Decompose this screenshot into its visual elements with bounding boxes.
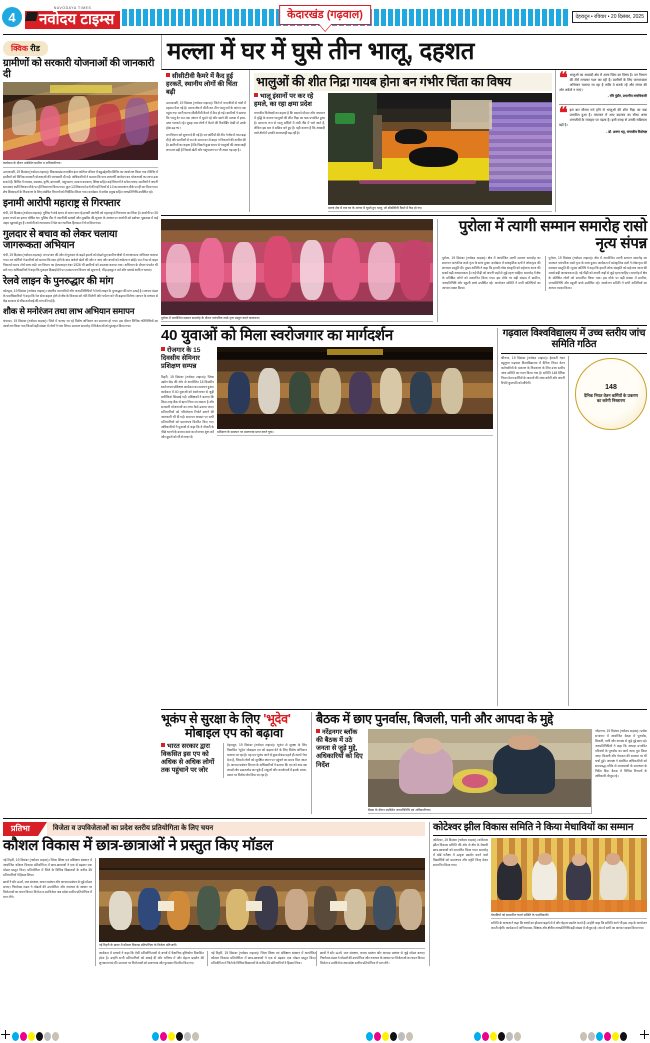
purola-headline: पुरोला में त्यागी सम्मान समारोह रासो नृत्य संपन्न <box>458 218 647 252</box>
lead-kicker: सीसीटीवी कैमरे में कैद हुई हरकतें, स्थानीय लोगों की चिंता बढ़ी <box>166 73 246 98</box>
lead-subhead: भालुओं की शीत निद्रा गायब होना बन गंभीर चिंता का विषय <box>254 73 552 91</box>
left-body-3: चंपी, 19 दिसंबर (नवोदय टाइम्स)। वन प्रभाग की ओर से गुलदार के बढ़ते हमलों को देखते हुए ग्रामीण क्षेत्रों में जागरूकता अभियान चलाया गया। वन कर्मियों ने ग्रामीणों को बताया कि शाम होने के बाद अकेले खेतों की ओर न जाएं और बच्चों को अकेला न छोड़ें। रात में घर से बाहर निकलते समय टॉर्च साथ रखें। वन विभाग का हेल्पलाइन नंबर 1926 भी ग्रामीणों को उपलब्ध कराया गया। अभियान के दौरान पंपलेट भी बांटे गए। अधिकारियों ने कहा कि गुलदार दिखाई देने पर तत्काल वन विभाग को सूचना दें, भीड़ इकट्ठा न करें और पटाखे आदि न चलाएं। <box>3 253 158 273</box>
garhwal-headline: गढ़वाल विश्वविद्यालय में उच्च स्तरीय जांच समिति गठित <box>501 328 647 353</box>
lead-photo-caption: मल्ला क्षेत्र में एक घर के आंगन में घूमते हुए भालू, जो सीसीटीवी कैमरे में कैद हो गए। <box>328 205 552 212</box>
page-number: 4 <box>2 7 22 27</box>
story-baithak <box>311 712 647 814</box>
swarozgar-photo-caption: प्रशिक्षण के समापन पर प्रमाणपत्र प्राप्त करते युवा। <box>217 429 493 436</box>
edition-badge-label: केदारखंड (गढ़वाल) <box>279 5 371 25</box>
bottom-right-body-2: समिति के अध्यक्ष ने कहा कि बच्चों का हौसला बढ़ाने से वे और बेहतर प्रदर्शन करते हैं। उन्होंने कहा कि समिति आगे भी इस तरह के आयोजन करती रहेगी। कार्यक्रम में अभिभावक, शिक्षक और क्षेत्रीय जनप्रतिनिधि बड़ी संख्या में मौजूद रहे। अंत में सभी का आभार व्यक्त किया गया। <box>491 921 647 931</box>
callout-text: दैनिक नियत वेतन कर्मियों के प्रकरण का करेगी निस्तारण <box>584 392 638 404</box>
ribbon-arrow-icon <box>38 822 47 836</box>
left-head-2: इनामी आरोपी महाराष्ट्र से गिरफ्तार <box>3 197 121 209</box>
baithak-kicker: नरेंद्रनगर ब्लॉक की बैठक में उठे जनता से जुड़े मुद्दे, अधिकारियों को दिए निर्देश <box>316 729 365 770</box>
bhudev-body: देहरादून, 19 दिसंबर (नवोदय टाइम्स)। भूकंप से सुरक्षा के लिए विकसित 'भूदेव' मोबाइल एप को बढ़ावा देने के लिए विशेष अभियान चलाया जा रहा है। यह एप भूकंप आने से कुछ सेकंड पहले ही अलर्ट भेज देता है, जिससे लोगों को सुरक्षित स्थान पर पहुंचने का समय मिल जाता है। आपदा प्रबंधन विभाग के अधिकारियों ने बताया कि एप को अब तक लाखों लोग डाउनलोड कर चुके हैं। स्कूलों और कार्यालयों में इसके प्रचार-प्रसार पर विशेष जोर दिया जा रहा है। <box>227 742 307 777</box>
quote-mark-icon: ❝ <box>559 105 568 123</box>
left-head-4: रेलवे लाइन के पुनरुद्धार की मांग <box>3 276 114 288</box>
bhudev-kicker: भारत सरकार द्वारा विकसित इस एप को अधिक से अधिक लोगों तक पहुंचाने पर जोर <box>161 743 220 776</box>
quick-read-label-red: क्विक <box>11 44 29 53</box>
bottom-photo-group <box>99 858 425 942</box>
logo-name <box>25 11 120 30</box>
baithak-body: नरेंद्रनगर, 19 दिसंबर (नवोदय टाइम्स)। ब्लॉक सभागार में आयोजित बैठक में पुनर्वास, बिजली, पानी और आपदा से जुड़े मुद्दे छाए रहे। जनप्रतिनिधियों ने कहा कि आपदा प्रभावित परिवारों के पुनर्वास का कार्य जल्द पूरा किया जाए। बिजली और पेयजल की समस्या पर भी चर्चा हुई। अध्यक्ष ने संबंधित अधिकारियों को समयबद्ध तरीके से समस्याओं के समाधान के निर्देश दिए। बैठक में विभिन्न विभागों के अधिकारी मौजूद रहे। <box>595 728 647 778</box>
lead-body-3: वन्यजीव विशेषज्ञों का कहना है कि बदलते मौसम और तापमान में वृद्धि के कारण भालुओं की शीत निद्रा का चक्र प्रभावित हुआ है। सामान्य रूप से भालू सर्दियों में लंबी नींद में चले जाते हैं, लेकिन इस बार वे सक्रिय बने हुए हैं। यही कारण है कि आबादी वाले क्षेत्रों में उनकी आवाजाही बढ़ रही है। <box>254 111 325 136</box>
quote-column <box>555 70 647 212</box>
bottom-right-body-1: कोटेश्वर, 19 दिसंबर (नवोदय टाइम्स)। कोटेश्वर झील विकास समिति की ओर से क्षेत्र के मेधावी छात्र-छात्राओं को सम्मानित किया गया। समारोह में बोर्ड परीक्षा में उत्कृष्ट प्रदर्शन करने वाले विद्यार्थियों को प्रमाणपत्र और स्मृति चिन्ह देकर सम्मानित किया गया। <box>433 837 488 867</box>
baithak-photo-caption: बैठक के दौरान उपस्थित जनप्रतिनिधि एवं अधिकारीगण। <box>368 807 591 814</box>
bottom-body-2: छात्रों ने सौर ऊर्जा, जल संरक्षण, कचरा प्रबंधन और आपदा प्रबंधन से जुड़े मॉडल बनाए। निर्णायक मंडल ने मॉडलों की उपयोगिता और नवाचार के आधार पर विजेताओं का चयन किया। विजेता व उपविजेता अब प्रदेश स्तरीय प्रतियोगिता में भाग लेंगे। <box>3 879 92 899</box>
logo-tagline: NAVODAYA TIMES <box>53 5 92 10</box>
logo-name-text: नवोदय टाइम्स <box>39 10 115 28</box>
bottom-right-photo-felicitation <box>491 838 647 912</box>
registration-cross-icon <box>640 1030 649 1039</box>
quote-block <box>559 105 647 134</box>
main-zone <box>161 35 647 814</box>
purola-photo-dance <box>161 219 433 315</box>
bhudev-headline <box>161 712 307 726</box>
quote-text: भालुओं का आबादी क्षेत्र में आना चिंता का विषय है। वन विभाग की टीमें लगातार गश्त कर रही हैं। ग्रामीणों के लिए जागरूकता अभियान चलाया जा रहा है ताकि वे सतर्क रहें और जंगल की ओर अकेले न जाएं। <box>559 72 647 93</box>
ribbon-strap-text: विजेता व उपविजेताओं का प्रदेश स्तरीय प्रतियोगिता के लिए चयन <box>47 822 425 836</box>
edition-badge-pointer <box>319 24 331 31</box>
story-row-swarozgar <box>161 326 647 705</box>
quote-block <box>559 69 647 99</box>
left-head-5: शौक से मनोरंजन तथा लाभ अभियान समापन <box>3 306 135 317</box>
left-lead-headline: ग्रामीणों को सरकारी योजनाओं की जानकारी दी <box>3 58 155 81</box>
swarozgar-kicker: रोजगार के 15 दिवसीय सेमिनार प्रशिक्षण सम्पन्न <box>161 347 214 372</box>
bottom-right-photo-caption: मेधावियों को सम्मानित करते समिति के पदाधिकारी। <box>491 912 647 919</box>
bottom-right-story <box>429 822 647 966</box>
callout-number: 148 <box>605 384 617 392</box>
purola-text-block <box>437 219 647 322</box>
lead-photo-wrap <box>328 93 552 212</box>
print-registration-bar <box>0 1027 650 1043</box>
edition-badge <box>279 5 371 32</box>
left-column <box>3 35 161 814</box>
lead-body-1: उत्तरकाशी, 19 दिसंबर (नवोदय टाइम्स)। जिले में वन्यजीवों से गांवों में दहशत फैल गई है। मल्ला क्षेत्र में बीती रात तीन भालू घरों के आंगन तक पहुंच गए। सारी घटना सीसीटीवी कैमरे में कैद हो गई। ग्रामीणों ने बताया कि भालू देर रात तक आंगन में घूमते रहे और खाने की तलाश में इधर-उधर भटकते रहे। सुबह जब लोगों ने कैमरे की रिकॉर्डिंग देखी तो उनके होश उड़ गए। <box>166 100 246 130</box>
story-swarozgar <box>161 328 497 705</box>
lead-col-a <box>161 70 249 212</box>
quote-attribution: - रवि पुंडीर, प्रभागीय वनाधिकारी <box>607 94 647 99</box>
lead-subhead-kicker: भालू इंसानों पर कर रहे हमले, का रहा क्षमा प्रदेश <box>254 93 325 109</box>
purola-body: पुरोला, 19 दिसंबर (नवोदय टाइम्स)। क्षेत्र में आयोजित त्यागी सम्मान समारोह का समापन पारंपरिक रासो नृत्य के साथ हुआ। कार्यक्रम में सांस्कृतिक दलों ने लोकनृत्य की शानदार प्रस्तुति दी। मुख्य अतिथि ने कहा कि हमारी लोक संस्कृति को सहेजना आज की सबसे बड़ी आवश्यकता है। नई पीढ़ी को अपनी जड़ों से जुड़े रहना चाहिए। समारोह में क्षेत्र के प्रतिष्ठित लोगों को सम्मानित किया गया। इस मौके पर बड़ी संख्या में ग्रामीण, जनप्रतिनिधि और स्कूली बच्चे उपस्थित रहे। आयोजन समिति ने सभी अतिथियों का आभार व्यक्त किया। <box>442 255 541 290</box>
registration-cross-icon <box>1 1030 10 1039</box>
cmyk-swatches <box>152 1032 199 1041</box>
page-body <box>0 35 650 966</box>
swarozgar-photo-group <box>217 347 493 429</box>
ribbon-tag-label: प्रतिभा <box>3 822 38 836</box>
bottom-zone <box>3 819 647 966</box>
left-photo-caption: कार्यक्रम के दौरान उपस्थित ग्रामीण व अधिकारीगण। <box>3 160 158 167</box>
bhudev-headline-part1: भूकंप से सुरक्षा के लिए <box>161 711 261 726</box>
pratibha-ribbon <box>3 822 425 836</box>
left-body-5: चंपावत, 19 दिसंबर (नवोदय टाइम्स)। जिले में चलाए जा रहे विशेष अभियान का समापन हो गया। इस दौरान विभिन्न गतिविधियों का आयोजन किया गया जिसमें बड़ी संख्या में लोगों ने भाग लिया। समापन समारोह में विजेताओं को पुरस्कृत किया गया। <box>3 318 158 328</box>
bottom-body-3-cont2: छात्रों ने सौर ऊर्जा, जल संरक्षण, कचरा प्रबंधन और आपदा प्रबंधन से जुड़े मॉडल बनाए। निर्णायक मंडल ने मॉडलों की उपयोगिता और नवाचार के आधार पर विजेताओं का चयन किया। विजेता व उपविजेता अब प्रदेश स्तरीय प्रतियोगिता में भाग लेंगे। <box>316 951 425 966</box>
lead-headline: मल्ला में घर में घुसे तीन भालू, दहशत <box>161 35 647 70</box>
lead-col-b <box>249 70 555 212</box>
garhwal-circle-callout <box>575 358 647 430</box>
left-body-1: उत्तरकाशी, 19 दिसंबर (नवोदय टाइम्स)। विकासखंड राजकीय इंटर कॉलेज परिसर में बहुउद्देश्यीय शिविर का आयोजन किया गया। शिविर में ग्रामीणों को विभिन्न सरकारी योजनाओं की जानकारी दी गई। अधिकारियों ने बताया कि पात्र लाभार्थी आवेदन कर योजनाओं का लाभ उठा सकते हैं। शिविर में राजस्व, स्वास्थ्य, कृषि, बागवानी, पशुपालन, समाज कल्याण, शिक्षा सहित कई विभागों ने स्टॉल लगाए। ग्रामीणों ने अपनी समस्याएं रखीं जिनका मौके पर ही निस्तारण किया गया। कुल 13 शिकायतें दर्ज की गईं जिनमें से 10 का समाधान मौके पर ही कर दिया गया। शेष शिकायतों के निस्तारण के लिए संबंधित विभागों को निर्देशित किया गया। कार्यक्रम में ब्लॉक प्रमुख सहित जनप्रतिनिधि उपस्थित रहे। <box>3 169 158 194</box>
purola-photo-caption: पुरोला में आयोजित सम्मान समारोह के दौरान पारंपरिक रासो नृत्य प्रस्तुत करते कलाकार। <box>161 315 433 322</box>
bhudev-headline-quoted: 'भूदेव' <box>263 711 291 726</box>
cmyk-swatches <box>474 1032 521 1041</box>
story-purola <box>161 216 647 322</box>
bottom-photo-caption: नई टिहरी के डायट में कौशल विकास प्रतियोगिता के विजेता प्रतिभागी। <box>99 942 425 949</box>
left-body-2: चंपी, 19 दिसंबर (नवोदय टाइम्स)। पुलिस ने लंबे समय से फरार चल रहे इनामी आरोपी को महाराष्ट्र से गिरफ्तार कर लिया है। आरोपी पर 25 हजार रुपये का इनाम घोषित था। पुलिस टीम ने तकनीकी साक्ष्यों और मुखबिर की सूचना के आधार पर आरोपी को दबोचा। पूछताछ में कई अहम खुलासे हुए हैं। आरोपी को न्यायालय में पेश कर न्यायिक हिरासत में भेज दिया गया। <box>3 210 158 225</box>
cmyk-swatches <box>580 1032 627 1041</box>
cmyk-swatches <box>366 1032 413 1041</box>
bottom-columns <box>3 858 425 966</box>
quick-read-tag[interactable] <box>3 41 48 56</box>
top-zone <box>3 35 647 814</box>
lead-body-2: वन विभाग को सूचना दे दी गई है। वन कर्मियों की टीम ने क्षेत्र में गश्त बढ़ा दी है और ग्रामीणों से रात के समय घर से बाहर न निकलने की अपील की है। ग्रामीणों का कहना है कि पिछले कुछ समय से भालुओं की आवाजाही लगातार बढ़ी है जिससे खेती और पशुपालन पर भी असर पड़ रहा है। <box>166 132 246 152</box>
quote-mark-icon: ❝ <box>559 69 568 87</box>
left-body-4: कोटद्वार, 19 दिसंबर (नवोदय टाइम्स)। स्थानीय व्यापारियों और जनप्रतिनिधियों ने रेलवे लाइन के पुनरुद्धार की मांग उठाई है। व्यापार मंडल के पदाधिकारियों ने कहा कि रेल सेवा बहाल होने से क्षेत्र के विकास को गति मिलेगी और पर्यटन को भी बढ़ावा मिलेगा। ज्ञापन के माध्यम से केंद्र सरकार से शीघ्र कार्रवाई की मांग की गई है। <box>3 289 158 304</box>
story-bhudev <box>161 712 311 814</box>
story-garhwal-univ <box>497 328 647 705</box>
bottom-right-headline: कोटेश्वर झील विकास समिति ने किया मेधावियों का सम्मान <box>433 822 647 836</box>
swarozgar-body: टिहरी, 19 दिसंबर (नवोदय टाइम्स)। जिला उद्योग केंद्र की ओर से आयोजित 15 दिवसीय स्वरोजगार प्रशिक्षण कार्यक्रम का समापन हुआ। कार्यक्रम में 40 युवाओं को स्वरोजगार से जुड़ी बारीकियां सिखाई गईं। प्रशिक्षकों ने बताया कि किस तरह बैंक से ऋण लिया जा सकता है और सरकारी योजनाओं का लाभ कैसे उठाया जाए। प्रतिभागियों को परियोजना रिपोर्ट बनाने की जानकारी भी दी गई। समापन अवसर पर सभी प्रतिभागियों को प्रमाणपत्र वितरित किए गए। अधिकारियों ने युवाओं से कहा कि वे नौकरी के पीछे भागने के बजाय स्वयं का रोजगार शुरू करें और दूसरों को भी रोजगार दें। <box>161 374 214 439</box>
left-photo-crowd <box>3 82 158 160</box>
cmyk-swatches <box>12 1032 59 1041</box>
purola-body-cont: पुरोला, 19 दिसंबर (नवोदय टाइम्स)। क्षेत्र में आयोजित त्यागी सम्मान समारोह का समापन पारंपरिक रासो नृत्य के साथ हुआ। कार्यक्रम में सांस्कृतिक दलों ने लोकनृत्य की शानदार प्रस्तुति दी। मुख्य अतिथि ने कहा कि हमारी लोक संस्कृति को सहेजना आज की सबसे बड़ी आवश्यकता है। नई पीढ़ी को अपनी जड़ों से जुड़े रहना चाहिए। समारोह में क्षेत्र के प्रतिष्ठित लोगों को सम्मानित किया गया। इस मौके पर बड़ी संख्या में ग्रामीण, जनप्रतिनिधि और स्कूली बच्चे उपस्थित रहे। आयोजन समिति ने सभी अतिथियों का आभार व्यक्त किया। <box>545 256 648 291</box>
baithak-photo-meeting <box>368 729 591 807</box>
flag-icon <box>25 12 38 21</box>
masthead <box>0 0 650 34</box>
bottom-body-3-cont: नई टिहरी, 19 दिसंबर (नवोदय टाइम्स)। जिला शिक्षा एवं प्रशिक्षण संस्थान में आयोजित कौशल विकास प्रतियोगिता में छात्र-छात्राओं ने एक से बढ़कर एक मॉडल प्रस्तुत किए। प्रतियोगिता में जिले के विभिन्न विद्यालयों के करीब 35 प्रतिभागियों ने हिस्सा लिया। <box>207 951 316 966</box>
bottom-body-1: नई टिहरी, 19 दिसंबर (नवोदय टाइम्स)। जिला शिक्षा एवं प्रशिक्षण संस्थान में आयोजित कौशल विकास प्रतियोगिता में छात्र-छात्राओं ने एक से बढ़कर एक मॉडल प्रस्तुत किए। प्रतियोगिता में जिले के विभिन्न विद्यालयों के करीब 35 प्रतिभागियों ने हिस्सा लिया। <box>3 857 92 877</box>
lead-photo-bears-cctv <box>328 93 552 205</box>
lead-story-zone <box>161 70 647 212</box>
bhudev-headline-line2: मोबाइल एप को बढ़ावा <box>185 725 283 740</box>
garhwal-body-1: श्रीनगर, 19 दिसंबर (नवोदय टाइम्स)। हेमवती नंदन बहुगुणा गढ़वाल विश्वविद्यालय में दैनिक नियत वेतन कर्मचारियों के प्रकरण के निस्तारण के लिए उच्च स्तरीय जांच समिति का गठन किया गया है। समिति 148 दैनिक नियत वेतन कर्मियों के मामलों की जांच करेगी और अपनी रिपोर्ट कुलपति को सौंपेगी। <box>501 355 565 385</box>
swarozgar-headline: 40 युवाओं को मिला स्वरोजगार का मार्गदर्शन <box>161 327 394 345</box>
baithak-headline: बैठक में छाए पुनर्वास, बिजली, पानी और आपदा के मुद्दे <box>316 711 554 726</box>
dateline: देहरादून • रविवार • 20 दिसंबर, 2025 <box>572 11 648 23</box>
quick-read-label-dark: रीड <box>30 44 40 53</box>
quote-text: इस बार मौसम गर्म होने से भालुओं की शीत निद्रा का चक्र प्रभावित हुआ है। तापमान में आए बदलाव का सीधा असर वन्यजीवों के व्यवहार पर पड़ता है। इसी वजह से उनकी सक्रियता बढ़ी है। <box>559 108 647 128</box>
quote-attribution: - डॉ. अरुण भट्ट, वन्यजीव विशेषज्ञ <box>606 129 647 134</box>
story-row-bhudev <box>161 710 647 814</box>
bottom-main-story <box>3 822 429 966</box>
newspaper-logo[interactable] <box>25 5 120 30</box>
left-head-3: गुलदार से बचाव को लेकर चलाया जागरूकता अभियान <box>3 228 118 251</box>
bottom-headline: कौशल विकास में छात्र-छात्राओं ने प्रस्तुत किए मॉडल <box>3 836 273 854</box>
bottom-body-3: कार्यक्रम में प्राचार्य ने कहा कि ऐसी प्रतियोगिताओं से बच्चों में वैज्ञानिक दृष्टिकोण विकसित होता है। उन्होंने सभी प्रतिभागियों को बधाई दी और भविष्य में और बेहतर प्रदर्शन की शुभकामनाएं दीं। समापन पर विजेताओं को प्रमाणपत्र और पुरस्कार वितरित किए गए। <box>99 950 204 965</box>
